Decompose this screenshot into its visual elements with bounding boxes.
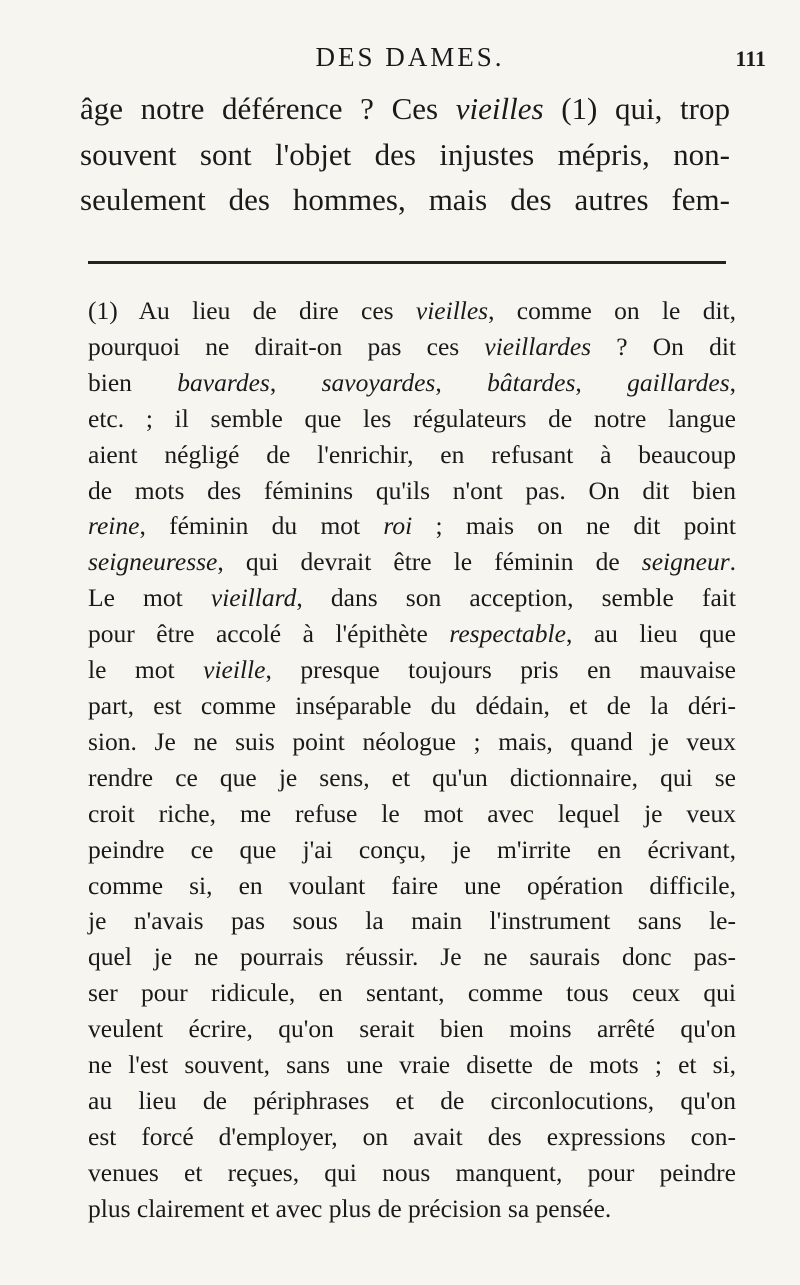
footnote-line: etc. ; il semble que les régulateurs de notre langue (88, 403, 736, 433)
body-line: souvent sont l'objet des injustes mépris, non- (80, 136, 730, 172)
page-header (80, 40, 766, 80)
footnote-line: bien bavardes, savoyardes, bâtardes, gaillardes, (88, 367, 737, 397)
footnote-line: (1) Au lieu de dire ces vieilles, comme on le dit, (88, 296, 736, 325)
footnote-line: peindre ce que j'ai conçu, je m'irrite en écrivant, (88, 834, 736, 864)
footnote-line: comme si, en voulant faire une opération difficile, (88, 870, 736, 900)
footnote-line: seigneuresse, qui devrait être le féminin de seigneur. (88, 547, 736, 577)
footnote-line: je n'avais pas sous la main l'instrument sans le- (88, 906, 736, 936)
footnote-line: pourquoi ne dirait-on pas ces vieillardes ? On dit (88, 331, 736, 361)
running-title: DES DAMES. (315, 42, 505, 72)
footnote-line: sion. Je ne suis point néologue ; mais, quand je veux (88, 726, 736, 756)
body-text (80, 86, 730, 223)
footnote-line: aient négligé de l'enrichir, en refusant à beaucoup (88, 439, 736, 469)
footnote-line: est forcé d'employer, on avait des expressions con- (88, 1121, 736, 1151)
footnote-separator (88, 261, 726, 264)
footnote-line: pour être accolé à l'épithète respectable, au lieu que (88, 619, 736, 649)
footnote-line: rendre ce que je sens, et qu'un dictionnaire, qui se (88, 762, 736, 792)
footnote-line: au lieu de périphrases et de circonlocutions, qu'on (88, 1085, 736, 1115)
footnote-line: Le mot vieillard, dans son acception, semble fait (88, 583, 736, 613)
footnote-line: le mot vieille, presque toujours pris en mauvaise (88, 655, 736, 685)
footnote-line: ser pour ridicule, en sentant, comme tous ceux qui (88, 978, 736, 1008)
footnote-line: part, est comme inséparable du dédain, et de la déri- (88, 690, 736, 720)
footnote-line: ne l'est souvent, sans une vraie disette de mots ; et si, (88, 1050, 736, 1080)
footnote-line: veulent écrire, qu'on serait bien moins arrêté qu'on (88, 1014, 736, 1044)
footnote-line: de mots des féminins qu'ils n'ont pas. On dit bien (88, 475, 736, 505)
page-number: 111 (735, 46, 766, 71)
footnote-line: reine, féminin du mot roi ; mais on ne dit point (88, 511, 737, 541)
body-line: seulement des hommes, mais des autres fem- (80, 182, 730, 217)
footnote-line: quel je ne pourrais réussir. Je ne saurais donc pas- (88, 942, 736, 972)
footnote-line: venues et reçues, qui nous manquent, pour peindre (88, 1157, 736, 1187)
footnote-line: plus clairement et avec plus de précision sa pensée. (88, 1193, 612, 1223)
body-line: âge notre déférence ? Ces vieilles (1) qui, trop (80, 91, 730, 126)
footnote-line: croit riche, me refuse le mot avec lequel je veux (88, 798, 736, 828)
footnote (88, 293, 736, 1227)
